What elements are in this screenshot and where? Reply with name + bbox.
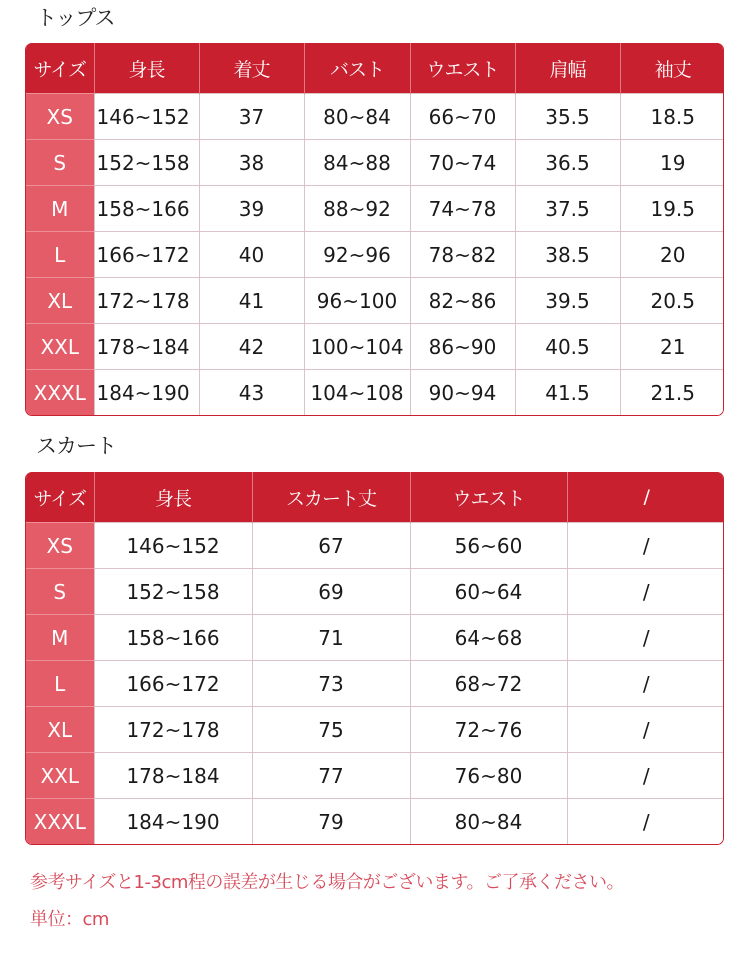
table-cell: 96~100 — [304, 278, 410, 324]
size-label-cell: XL — [26, 278, 94, 324]
table-cell: / — [567, 615, 724, 661]
table-cell: / — [567, 753, 724, 799]
table-cell: 75 — [252, 707, 410, 753]
header-cell: バスト — [304, 43, 410, 94]
table-cell: 78~82 — [410, 232, 515, 278]
table-cell: 184~190 — [94, 799, 252, 845]
table-cell: 178~184 — [94, 324, 199, 370]
size-label-cell: L — [26, 232, 94, 278]
table-cell: 79 — [252, 799, 410, 845]
table-cell: 166~172 — [94, 661, 252, 707]
table-cell: 40 — [199, 232, 304, 278]
table-cell: 37.5 — [515, 186, 620, 232]
size-label-cell: XS — [26, 523, 94, 569]
skirt-size-table — [25, 472, 724, 845]
table-row — [26, 753, 724, 799]
table-cell: / — [567, 707, 724, 753]
table-cell: 67 — [252, 523, 410, 569]
table-cell: 88~92 — [304, 186, 410, 232]
table-cell: / — [567, 523, 724, 569]
tops-header-row — [26, 43, 724, 94]
table-cell: 39.5 — [515, 278, 620, 324]
table-cell: 20.5 — [620, 278, 724, 324]
table-cell: 74~78 — [410, 186, 515, 232]
table-row — [26, 140, 724, 186]
table-cell: 42 — [199, 324, 304, 370]
table-cell: 37 — [199, 94, 304, 140]
size-label-cell: XXL — [26, 324, 94, 370]
table-cell: 20 — [620, 232, 724, 278]
table-cell: 76~80 — [410, 753, 567, 799]
header-cell: ウエスト — [410, 472, 567, 523]
size-label-cell: XXXL — [26, 799, 94, 845]
table-row — [26, 569, 724, 615]
table-row — [26, 523, 724, 569]
table-cell: 178~184 — [94, 753, 252, 799]
table-cell: / — [567, 661, 724, 707]
table-cell: 172~178 — [94, 278, 199, 324]
table-row — [26, 370, 724, 416]
table-cell: 69 — [252, 569, 410, 615]
size-label-cell: XXL — [26, 753, 94, 799]
table-cell: 172~178 — [94, 707, 252, 753]
table-cell: 166~172 — [94, 232, 199, 278]
skirt-header-row — [26, 472, 724, 523]
table-cell: 84~88 — [304, 140, 410, 186]
table-cell: 71 — [252, 615, 410, 661]
table-row — [26, 186, 724, 232]
size-label-cell: XS — [26, 94, 94, 140]
table-cell: 184~190 — [94, 370, 199, 416]
table-cell: 70~74 — [410, 140, 515, 186]
disclaimer-note: 参考サイズと1-3cm程の誤差が生じる場合がございます。ご了承ください。 — [30, 872, 624, 893]
table-row — [26, 707, 724, 753]
table-row — [26, 232, 724, 278]
table-row — [26, 94, 724, 140]
table-cell: 40.5 — [515, 324, 620, 370]
table-cell: 146~152 — [94, 523, 252, 569]
table-row — [26, 661, 724, 707]
skirt-section-title: スカート — [36, 434, 116, 458]
table-cell: / — [567, 569, 724, 615]
table-cell: 64~68 — [410, 615, 567, 661]
header-cell: / — [567, 472, 724, 523]
table-cell: 90~94 — [410, 370, 515, 416]
table-cell: 73 — [252, 661, 410, 707]
size-label-cell: L — [26, 661, 94, 707]
header-cell: 身長 — [94, 472, 252, 523]
header-cell: サイズ — [26, 43, 94, 94]
size-label-cell: S — [26, 569, 94, 615]
table-cell: 39 — [199, 186, 304, 232]
table-cell: 92~96 — [304, 232, 410, 278]
table-cell: 38.5 — [515, 232, 620, 278]
tops-size-table — [25, 43, 724, 416]
table-cell: 146~152 — [94, 94, 199, 140]
table-cell: 86~90 — [410, 324, 515, 370]
table-cell: 41 — [199, 278, 304, 324]
header-cell: サイズ — [26, 472, 94, 523]
table-cell: 152~158 — [94, 569, 252, 615]
size-label-cell: M — [26, 615, 94, 661]
table-cell: 21.5 — [620, 370, 724, 416]
table-cell: 72~76 — [410, 707, 567, 753]
table-cell: 80~84 — [304, 94, 410, 140]
table-cell: 104~108 — [304, 370, 410, 416]
table-row — [26, 615, 724, 661]
table-cell: 80~84 — [410, 799, 567, 845]
table-cell: 35.5 — [515, 94, 620, 140]
header-cell: ウエスト — [410, 43, 515, 94]
table-cell: 77 — [252, 753, 410, 799]
table-row — [26, 324, 724, 370]
table-cell: 18.5 — [620, 94, 724, 140]
table-cell: 158~166 — [94, 615, 252, 661]
table-row — [26, 278, 724, 324]
header-cell: 身長 — [94, 43, 199, 94]
table-cell: 21 — [620, 324, 724, 370]
table-cell: 60~64 — [410, 569, 567, 615]
table-cell: 41.5 — [515, 370, 620, 416]
table-cell: 68~72 — [410, 661, 567, 707]
table-cell: 100~104 — [304, 324, 410, 370]
size-label-cell: XXXL — [26, 370, 94, 416]
table-cell: 36.5 — [515, 140, 620, 186]
table-cell: 56~60 — [410, 523, 567, 569]
table-cell: 38 — [199, 140, 304, 186]
header-cell: 肩幅 — [515, 43, 620, 94]
table-cell: 66~70 — [410, 94, 515, 140]
table-cell: 152~158 — [94, 140, 199, 186]
table-cell: 158~166 — [94, 186, 199, 232]
size-label-cell: S — [26, 140, 94, 186]
size-label-cell: XL — [26, 707, 94, 753]
table-cell: 19 — [620, 140, 724, 186]
table-cell: 43 — [199, 370, 304, 416]
table-cell: 82~86 — [410, 278, 515, 324]
unit-note: 単位：cm — [30, 909, 109, 930]
header-cell: スカート丈 — [252, 472, 410, 523]
header-cell: 袖丈 — [620, 43, 724, 94]
size-label-cell: M — [26, 186, 94, 232]
table-cell: / — [567, 799, 724, 845]
table-cell: 19.5 — [620, 186, 724, 232]
tops-section-title: トップス — [36, 6, 115, 30]
table-row — [26, 799, 724, 845]
header-cell: 着丈 — [199, 43, 304, 94]
